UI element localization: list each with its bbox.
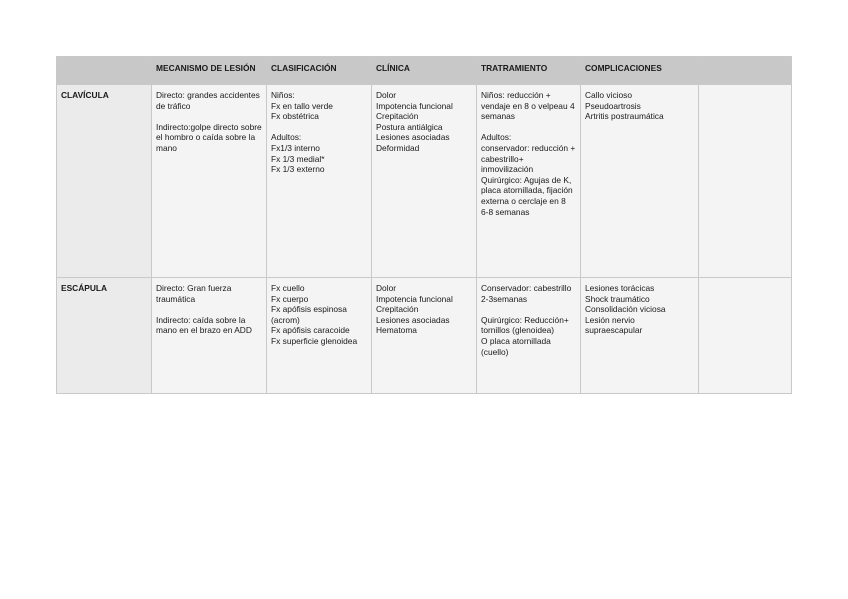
complicaciones-line: Pseudoartrosis: [585, 100, 641, 111]
clasificacion-line: Fx superficie glenoidea: [271, 335, 358, 346]
clasificacion-line: Fx en tallo verde: [271, 100, 333, 111]
complicaciones-line: Lesiones torácicas: [585, 283, 655, 293]
clasificacion-line: Adultos:: [271, 132, 302, 143]
clasificacion-line: Fx 1/3 externo: [271, 164, 325, 175]
table-row-clavicula: [57, 85, 792, 278]
tratamiento-line: 2-3semanas: [481, 293, 528, 304]
clinica-line: Lesiones asociadas: [376, 132, 450, 143]
clinica-line: Impotencia funcional: [376, 293, 453, 304]
header-clinica: CLÍNICA: [372, 57, 477, 85]
tratamiento-line: O placa atornillada (cuello): [481, 335, 551, 357]
clinica-line: Hematoma: [376, 325, 417, 336]
tratamiento-line: Conservador: cabestrillo: [481, 283, 572, 293]
clasificacion-line: Fx cuerpo: [271, 293, 309, 304]
cell-mecanismo-escapula: [152, 278, 267, 394]
clasificacion-line: Fx apófisis caracoide: [271, 325, 350, 336]
cell-extra-escapula: [699, 278, 792, 394]
header-tratamiento: TRATRAMIENTO: [477, 57, 581, 85]
cell-clinica-escapula: [372, 278, 477, 394]
complicaciones-line: Consolidación viciosa: [585, 304, 666, 315]
cell-extra-clavicula: [699, 85, 792, 278]
mecanismo-line: Indirecto:golpe directo sobre el hombro o caída sobre la mano: [156, 121, 262, 153]
clinica-line: Dolor: [376, 283, 397, 293]
clinica-line: Impotencia funcional: [376, 100, 453, 111]
complicaciones-line: Shock traumático: [585, 293, 650, 304]
complicaciones-line: Artritis postraumática: [585, 111, 664, 122]
clinica-line: Lesiones asociadas: [376, 314, 450, 325]
tratamiento-line: 6-8 semanas: [481, 206, 530, 217]
header-row: [57, 57, 792, 85]
tratamiento-line: Quirúrgico: Agujas de K, placa atornillada, fijación externa o cerclaje en 8: [481, 174, 573, 206]
clasificacion-line: Fx 1/3 medial*: [271, 153, 325, 164]
cell-tratamiento-clavicula: [477, 85, 581, 278]
header-empty-cell: [57, 57, 152, 85]
row-label-clavicula: CLAVÍCULA: [57, 85, 152, 278]
cell-tratamiento-escapula: [477, 278, 581, 394]
cell-clasificacion-clavicula: [267, 85, 372, 278]
mecanismo-line: Directo: grandes accidentes de tráfico: [156, 90, 260, 111]
clasificacion-line: Fx1/3 interno: [271, 142, 320, 153]
tratamiento-line: Adultos:: [481, 132, 512, 143]
clinica-line: Dolor: [376, 90, 397, 100]
header-mecanismo: MECANISMO DE LESIÓN: [152, 57, 267, 85]
cell-mecanismo-clavicula: [152, 85, 267, 278]
header-extra-cell: [699, 57, 792, 85]
cell-complicaciones-escapula: [581, 278, 699, 394]
tratamiento-line: Quirúrgico: Reducción+ tornillos (glenoidea): [481, 314, 569, 336]
tratamiento-line: conservador: reducción + cabestrillo+ inmovilización: [481, 142, 576, 175]
clasificacion-line: Niños:: [271, 90, 295, 100]
row-label-escapula: ESCÁPULA: [57, 278, 152, 394]
mecanismo-line: Directo: Gran fuerza traumática: [156, 283, 232, 304]
fracture-table: [56, 56, 792, 394]
clasificacion-line: Fx cuello: [271, 283, 305, 293]
cell-complicaciones-clavicula: [581, 85, 699, 278]
table-header: [57, 57, 792, 85]
clasificacion-line: Fx apófisis espinosa (acrom): [271, 304, 347, 325]
clinica-line: Postura antiálgica: [376, 121, 443, 132]
tratamiento-line: Niños: reducción + vendaje en 8 o velpeau 4 semanas: [481, 90, 575, 122]
cell-clinica-clavicula: [372, 85, 477, 278]
header-clasificacion: CLASIFICACIÓN: [267, 57, 372, 85]
clinica-line: Deformidad: [376, 142, 420, 153]
header-complicaciones: COMPLICACIONES: [581, 57, 699, 85]
clinica-line: Crepitación: [376, 111, 419, 122]
cell-clasificacion-escapula: [267, 278, 372, 394]
clasificacion-line: Fx obstétrica: [271, 111, 319, 122]
clinica-line: Crepitación: [376, 304, 419, 315]
table-body: [57, 85, 792, 394]
mecanismo-line: Indirecto: caída sobre la mano en el brazo en ADD: [156, 314, 252, 336]
table-row-escapula: [57, 278, 792, 394]
complicaciones-line: Lesión nervio supraescapular: [585, 314, 643, 336]
complicaciones-line: Callo vicioso: [585, 90, 633, 100]
